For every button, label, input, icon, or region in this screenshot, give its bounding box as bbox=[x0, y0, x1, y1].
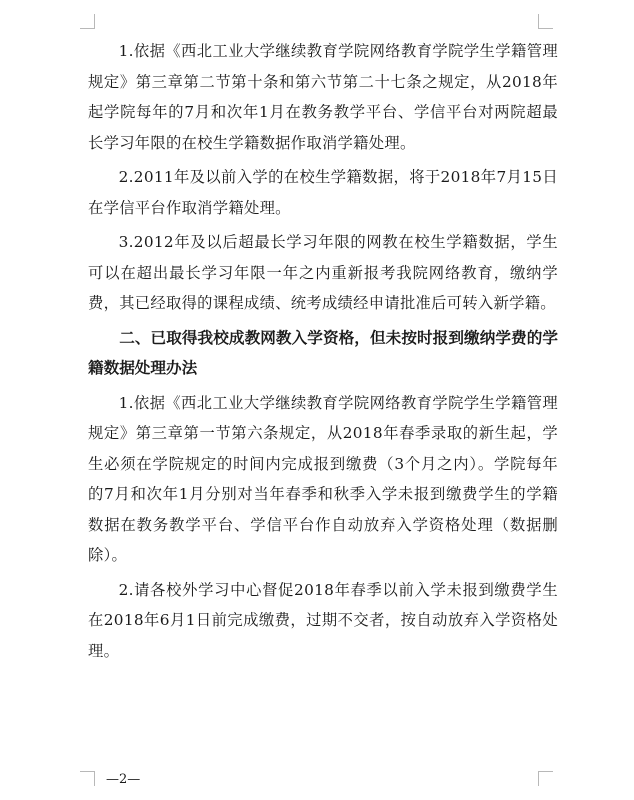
paragraph-1: 1.依据《西北工业大学继续教育学院网络教育学院学生学籍管理规定》第三章第二节第十条和第六节第二十七条之规定，从2018年起学院每年的7月和次年1月在教务教学平台、学信平台对两院超最长学习年限的在校生学籍数据作取消学籍处理。 bbox=[88, 42, 558, 152]
paragraph-2: 2.2011年及以前入学的在校生学籍数据，将于2018年7月15日在学信平台作取消学籍处理。 bbox=[88, 168, 558, 217]
document-body bbox=[88, 36, 558, 666]
page-number: —2— bbox=[106, 772, 141, 787]
section-paragraph-1: 1.依据《西北工业大学继续教育学院网络教育学院学生学籍管理规定》第三章第一节第六条规定，从2018年春季录取的新生起，学生必须在学院规定的时间内完成报到缴费（3个月之内）。学院每年的7月和次年1月分别对当年春季和秋季入学未报到缴费学生的学籍数据在教务教学平台、学信平台作自动放弃入学资格处理（数据删除）。 bbox=[88, 393, 558, 564]
section-paragraph-2: 2.请各校外学习中心督促2018年春季以前入学未报到缴费学生在2018年6月1日前完成缴费，过期不交者，按自动放弃入学资格处理。 bbox=[88, 580, 558, 660]
crop-mark-bottom-left bbox=[80, 771, 95, 786]
crop-mark-bottom-right bbox=[538, 771, 553, 786]
crop-mark-top-right bbox=[538, 14, 553, 29]
crop-mark-top-left bbox=[80, 14, 95, 29]
section-heading: 二、已取得我校成教网教入学资格，但未按时报到缴纳学费的学籍数据处理办法 bbox=[88, 328, 558, 377]
paragraph-3: 3.2012年及以后超最长学习年限的网教在校生学籍数据，学生可以在超出最长学习年限一年之内重新报考我院网络教育，缴纳学费，其已经取得的课程成绩、统考成绩经申请批准后可转入新学籍。 bbox=[88, 233, 558, 312]
